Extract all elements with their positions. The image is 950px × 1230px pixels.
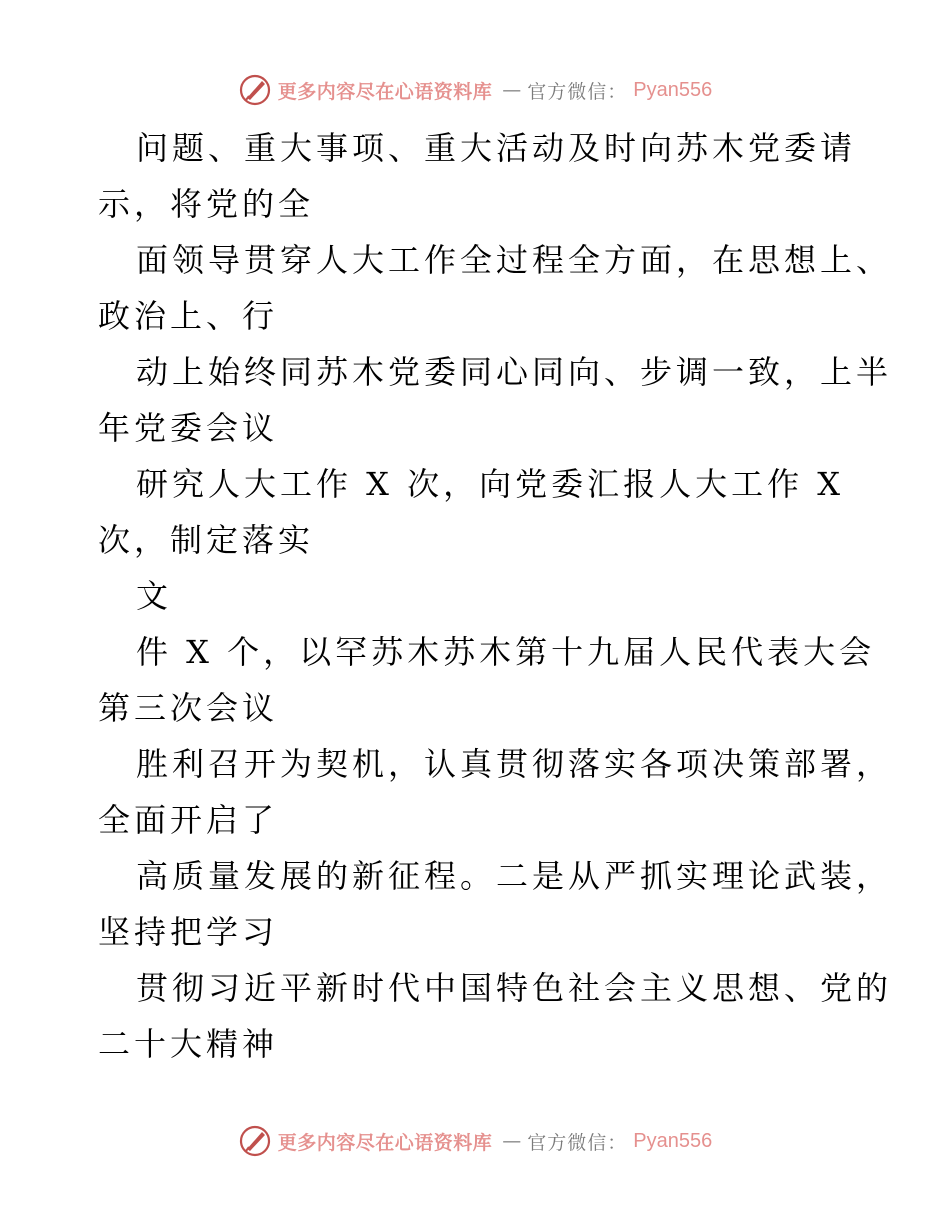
watermark-contact-label: 官方微信：: [527, 1131, 628, 1154]
text-line: 示，将党的全: [98, 185, 315, 223]
text-line: 动上始终同苏木党委同心同向、步调一致，上半: [136, 353, 893, 391]
text-line: 贯彻习近平新时代中国特色社会主义思想、党的: [136, 969, 893, 1007]
text-line: 面领导贯穿人大工作全过程全方面，在思想上、: [136, 241, 893, 279]
text-line: 文: [136, 577, 173, 615]
text-line: 二十大精神: [98, 1025, 279, 1063]
watermark-separator: —: [502, 79, 522, 101]
text-line: 胜利召开为契机，认真贯彻落实各项决策部署，: [136, 745, 893, 783]
watermark-contact-id: Pyan556: [633, 78, 713, 101]
text-line: 全面开启了: [98, 801, 279, 839]
text-line: 第三次会议: [98, 689, 279, 727]
text-line: 坚持把学习: [98, 913, 279, 951]
watermark-brand: 更多内容尽在心语资料库: [277, 80, 493, 103]
feather-pen-logo-icon: [238, 1124, 272, 1158]
watermark-contact-id: Pyan556: [633, 1129, 713, 1152]
text-line: 高质量发展的新征程。二是从严抓实理论武装，: [136, 857, 893, 895]
watermark-separator: —: [502, 1130, 522, 1152]
text-line: 研究人大工作 X 次，向党委汇报人大工作 X: [136, 465, 845, 503]
text-line: 政治上、行: [98, 297, 279, 335]
text-line: 件 X 个，以罕苏木苏木第十九届人民代表大会: [136, 633, 876, 671]
document-body: [98, 120, 893, 1072]
watermark-contact-label: 官方微信：: [527, 80, 628, 103]
footer-watermark: [0, 1121, 950, 1161]
feather-pen-logo-icon: [238, 73, 272, 107]
watermark-brand: 更多内容尽在心语资料库: [277, 1131, 493, 1154]
header-watermark: [0, 70, 950, 110]
text-line: 次，制定落实: [98, 521, 315, 559]
text-line: 问题、重大事项、重大活动及时向苏木党委请: [136, 129, 857, 167]
text-line: 年党委会议: [98, 409, 279, 447]
